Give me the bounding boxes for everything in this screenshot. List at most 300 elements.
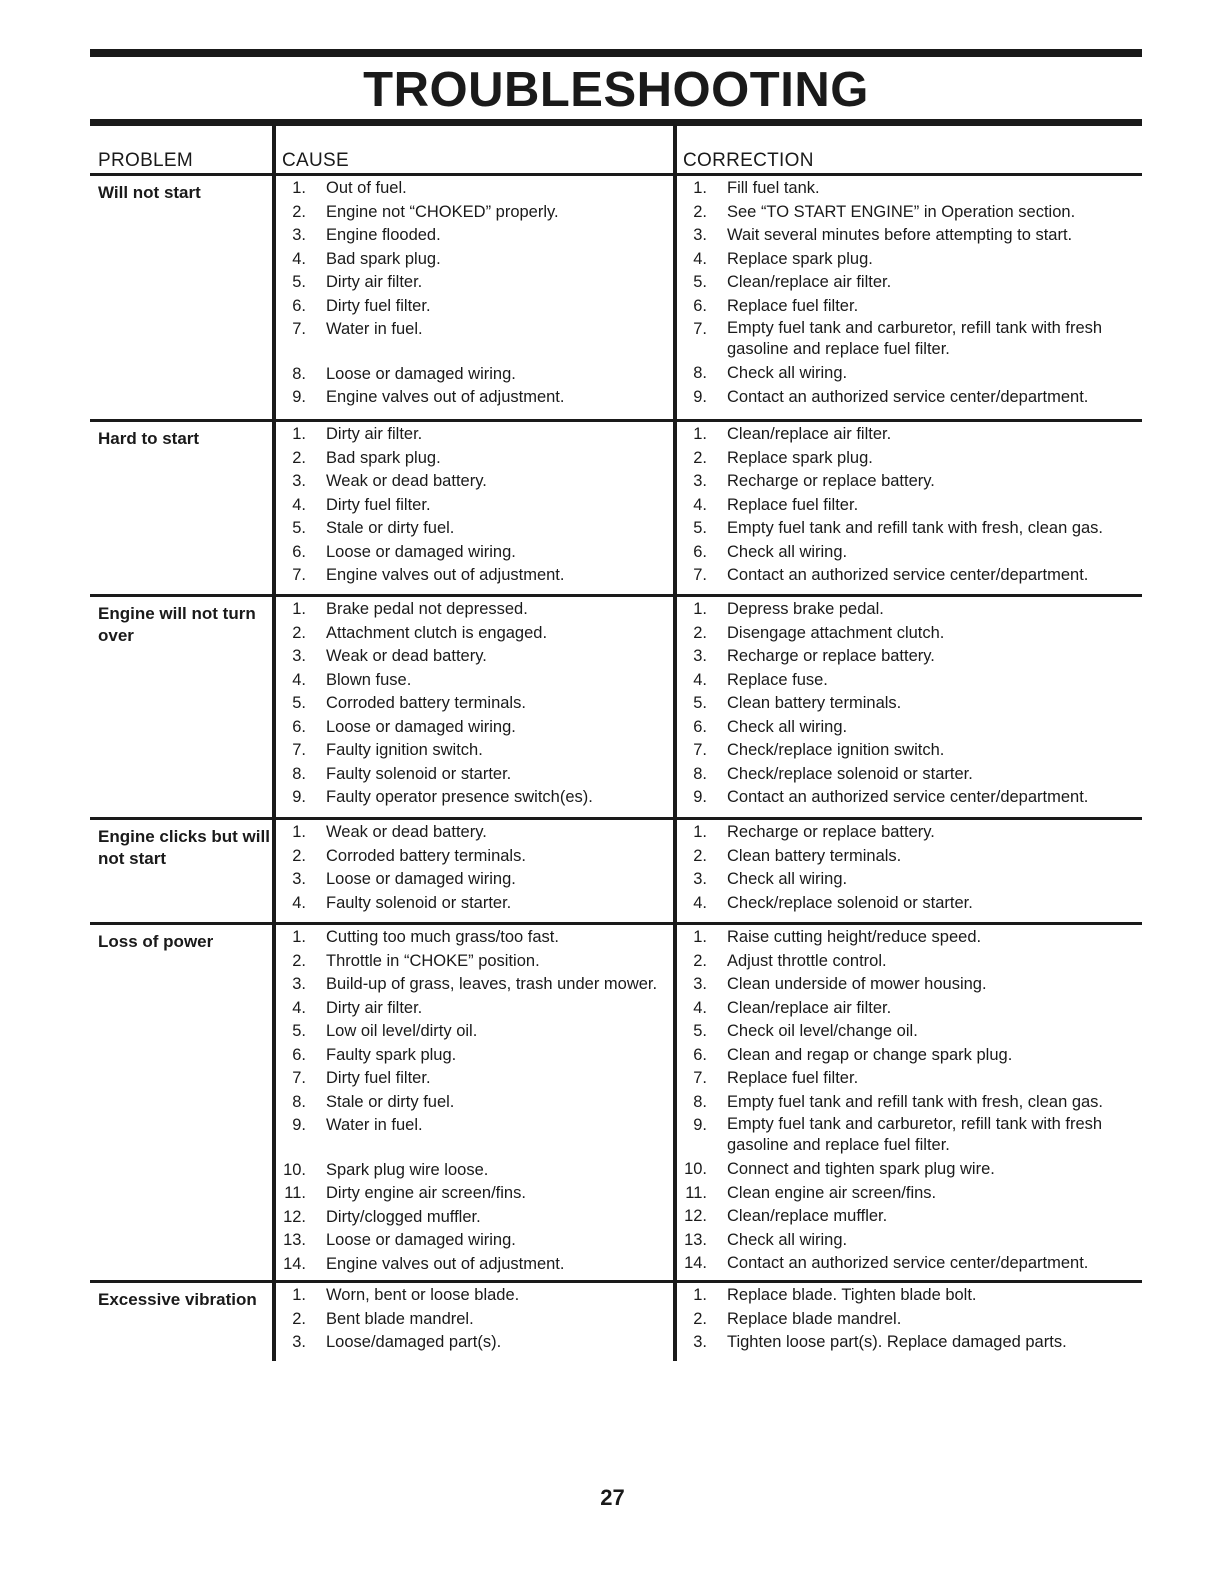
item-text: Dirty fuel filter.	[326, 1069, 431, 1087]
item-text: Corroded battery terminals.	[326, 846, 526, 865]
list-item	[683, 926, 1138, 950]
item-text: Faulty solenoid or starter.	[326, 764, 512, 783]
item-text: Contact an authorized service center/department.	[727, 387, 1089, 406]
item-number: 6.	[693, 1045, 707, 1064]
item-text: Loose or damaged wiring.	[326, 542, 516, 561]
list-item	[282, 868, 672, 892]
item-number: 12.	[283, 1207, 306, 1226]
list-item	[683, 692, 1138, 716]
item-number: 2.	[693, 623, 707, 642]
list-item	[683, 248, 1138, 272]
item-number: 2.	[292, 448, 306, 467]
list-item	[282, 997, 672, 1021]
item-text: Dirty engine air screen/fins.	[326, 1184, 526, 1202]
item-number: 3.	[292, 870, 306, 888]
list-item	[683, 1067, 1138, 1091]
item-text: Contact an authorized service center/department.	[727, 566, 1089, 584]
list-item	[282, 1284, 672, 1308]
list-item	[683, 1205, 1138, 1229]
item-number: 6.	[693, 542, 707, 561]
item-text: Clean underside of mower housing.	[727, 975, 987, 993]
header-cause: CAUSE	[282, 150, 349, 171]
item-text: Check/replace solenoid or starter.	[727, 893, 973, 912]
item-number: 11.	[284, 1184, 306, 1202]
page-number: 27	[600, 1485, 625, 1510]
list-item	[683, 1252, 1138, 1276]
list-item	[282, 295, 672, 319]
item-text: Tighten loose part(s). Replace damaged parts.	[727, 1333, 1067, 1351]
item-number: 12.	[684, 1207, 707, 1225]
column-divider-right	[673, 126, 677, 1361]
list-item	[683, 973, 1138, 997]
item-text: Loose or damaged wiring.	[326, 1231, 516, 1249]
item-text: Check/replace solenoid or starter.	[727, 764, 973, 783]
cause-list	[282, 598, 672, 810]
item-text: Bad spark plug.	[326, 249, 441, 268]
item-number: 7.	[292, 1069, 306, 1087]
item-text: Weak or dead battery.	[326, 472, 487, 490]
list-item	[683, 564, 1138, 588]
correction-list	[683, 598, 1138, 810]
list-item	[683, 1091, 1138, 1115]
item-number: 1.	[693, 600, 707, 618]
item-number: 1.	[292, 823, 306, 841]
list-item	[282, 423, 672, 447]
item-number: 6.	[693, 717, 707, 736]
list-item	[683, 423, 1138, 447]
item-number: 8.	[292, 1092, 306, 1111]
item-number: 3.	[693, 647, 707, 665]
section-rule	[90, 594, 1142, 597]
item-text: Replace spark plug.	[727, 249, 873, 268]
item-text: Replace fuel filter.	[727, 296, 859, 315]
list-item	[683, 598, 1138, 622]
list-item	[282, 386, 672, 410]
item-text: Engine not “CHOKED” properly.	[326, 202, 559, 221]
list-item	[683, 950, 1138, 974]
list-item	[282, 845, 672, 869]
item-number: 2.	[693, 846, 707, 865]
list-item	[683, 1331, 1138, 1355]
header-problem: PROBLEM	[98, 150, 194, 171]
item-text: Empty fuel tank and carburetor, refill tank with fresh gasoline and replace fuel filter.	[727, 319, 1103, 358]
item-text: Clean/replace air filter.	[727, 273, 892, 291]
item-number: 7.	[693, 320, 707, 338]
item-number: 6.	[292, 1045, 306, 1064]
item-text: Replace fuel filter.	[727, 1069, 859, 1087]
item-number: 5.	[292, 1022, 306, 1040]
item-number: 1.	[292, 928, 306, 946]
list-item	[683, 1182, 1138, 1206]
item-number: 13.	[684, 1230, 707, 1249]
list-item	[282, 763, 672, 787]
item-text: Check/replace ignition switch.	[727, 741, 945, 759]
item-text: Dirty fuel filter.	[326, 296, 431, 315]
item-text: Raise cutting height/reduce speed.	[727, 928, 982, 946]
correction-list	[683, 423, 1138, 588]
list-item	[282, 224, 672, 248]
item-text: Recharge or replace battery.	[727, 823, 935, 841]
item-number: 1.	[693, 179, 707, 197]
item-text: Build-up of grass, leaves, trash under mower.	[326, 975, 658, 993]
item-number: 1.	[693, 823, 707, 841]
list-item	[282, 1114, 672, 1159]
item-number: 4.	[292, 249, 306, 268]
list-item	[683, 892, 1138, 916]
item-number: 3.	[292, 1333, 306, 1351]
item-number: 8.	[693, 764, 707, 783]
item-number: 8.	[292, 764, 306, 783]
list-item	[683, 201, 1138, 225]
header-correction: CORRECTION	[683, 150, 814, 171]
item-text: Replace blade mandrel.	[727, 1309, 902, 1328]
list-item	[683, 1284, 1138, 1308]
item-text: Loose or damaged wiring.	[326, 870, 516, 888]
correction-list	[683, 177, 1138, 409]
problem-label: Engine will not turn over	[98, 604, 256, 645]
list-item	[282, 973, 672, 997]
item-text: Clean/replace muffler.	[727, 1207, 888, 1225]
item-text: Adjust throttle control.	[727, 951, 887, 970]
item-text: Out of fuel.	[326, 179, 407, 197]
item-number: 7.	[292, 566, 306, 584]
problem-label: Excessive vibration	[98, 1290, 257, 1309]
item-text: Check all wiring.	[727, 364, 848, 382]
item-number: 1.	[292, 425, 306, 443]
item-number: 9.	[693, 1116, 707, 1134]
item-text: Clean/replace air filter.	[727, 425, 892, 443]
item-number: 5.	[292, 694, 306, 712]
list-item	[282, 1020, 672, 1044]
list-item	[282, 318, 672, 363]
list-item	[683, 224, 1138, 248]
list-item	[683, 1044, 1138, 1068]
list-item	[683, 622, 1138, 646]
item-number: 1.	[693, 1286, 707, 1304]
item-number: 10.	[283, 1160, 306, 1179]
list-item	[282, 1067, 672, 1091]
item-number: 2.	[693, 951, 707, 970]
item-text: Depress brake pedal.	[727, 600, 884, 618]
correction-list	[683, 1284, 1138, 1355]
list-item	[683, 1229, 1138, 1253]
item-number: 11.	[685, 1183, 707, 1202]
item-number: 4.	[292, 998, 306, 1017]
item-text: Cutting too much grass/too fast.	[326, 928, 559, 946]
item-text: Check all wiring.	[727, 717, 848, 736]
item-number: 4.	[693, 495, 707, 514]
item-text: Empty fuel tank and refill tank with fresh, clean gas.	[727, 519, 1104, 537]
item-text: Attachment clutch is engaged.	[326, 623, 548, 642]
item-text: Contact an authorized service center/department.	[727, 1254, 1089, 1272]
item-number: 3.	[693, 1333, 707, 1351]
item-number: 5.	[693, 519, 707, 537]
list-item	[683, 786, 1138, 810]
item-number: 2.	[292, 623, 306, 642]
section-rule	[90, 817, 1142, 820]
list-item	[282, 892, 672, 916]
list-item	[282, 1253, 672, 1277]
list-item	[683, 447, 1138, 471]
item-number: 14.	[684, 1254, 707, 1272]
item-text: Bad spark plug.	[326, 448, 441, 467]
item-number: 4.	[292, 495, 306, 514]
list-item	[683, 295, 1138, 319]
item-text: Dirty air filter.	[326, 425, 423, 443]
item-text: Spark plug wire loose.	[326, 1160, 489, 1179]
item-text: Clean and regap or change spark plug.	[727, 1045, 1013, 1064]
list-item	[683, 1114, 1138, 1158]
item-text: Disengage attachment clutch.	[727, 623, 945, 642]
item-number: 6.	[292, 717, 306, 736]
list-item	[683, 362, 1138, 386]
list-item	[282, 201, 672, 225]
item-number: 6.	[693, 296, 707, 315]
list-item	[683, 845, 1138, 869]
list-item	[282, 517, 672, 541]
list-item	[683, 739, 1138, 763]
item-number: 2.	[292, 846, 306, 865]
item-number: 7.	[693, 1069, 707, 1087]
item-text: Clean/replace air filter.	[727, 998, 892, 1017]
item-number: 14.	[283, 1254, 306, 1273]
section-rule	[90, 1280, 1142, 1283]
item-text: Clean battery terminals.	[727, 694, 902, 712]
list-item	[282, 363, 672, 387]
list-item	[683, 1308, 1138, 1332]
list-item	[282, 1206, 672, 1230]
page-title: TROUBLESHOOTING	[363, 63, 869, 117]
item-text: Dirty air filter.	[326, 998, 423, 1017]
list-item	[282, 1182, 672, 1206]
item-text: Bent blade mandrel.	[326, 1309, 474, 1328]
cause-list	[282, 821, 672, 915]
item-text: Loose/damaged part(s).	[326, 1333, 502, 1351]
top-rule	[90, 49, 1142, 57]
list-item	[683, 645, 1138, 669]
list-item	[683, 1158, 1138, 1182]
list-item	[282, 177, 672, 201]
item-text: Contact an authorized service center/department.	[727, 788, 1089, 806]
item-number: 1.	[292, 1286, 306, 1304]
item-text: Clean engine air screen/fins.	[727, 1183, 937, 1202]
item-text: Stale or dirty fuel.	[326, 1092, 455, 1111]
item-number: 9.	[292, 388, 306, 406]
item-number: 2.	[693, 1309, 707, 1328]
item-number: 9.	[292, 788, 306, 806]
item-number: 7.	[292, 320, 306, 338]
title-bottom-rule	[90, 119, 1142, 126]
section-rule	[90, 922, 1142, 925]
item-text: Engine flooded.	[326, 226, 441, 244]
list-item	[282, 1044, 672, 1068]
item-number: 3.	[693, 472, 707, 490]
item-number: 4.	[292, 670, 306, 689]
list-item	[282, 598, 672, 622]
list-item	[282, 739, 672, 763]
problem-label: Will not start	[98, 183, 201, 202]
list-item	[282, 926, 672, 950]
list-item	[683, 716, 1138, 740]
list-item	[683, 386, 1138, 410]
item-number: 3.	[292, 226, 306, 244]
list-item	[282, 821, 672, 845]
item-text: Corroded battery terminals.	[326, 694, 526, 712]
item-text: Fill fuel tank.	[727, 179, 820, 197]
item-number: 5.	[292, 273, 306, 291]
list-item	[282, 622, 672, 646]
item-text: Connect and tighten spark plug wire.	[727, 1160, 995, 1178]
item-text: Throttle in “CHOKE” position.	[326, 951, 540, 970]
header-rule	[90, 173, 1142, 176]
item-number: 1.	[693, 425, 707, 443]
item-number: 9.	[693, 387, 707, 406]
item-text: Empty fuel tank and carburetor, refill tank with fresh gasoline and replace fuel filter.	[727, 1115, 1103, 1154]
item-text: Weak or dead battery.	[326, 823, 487, 841]
list-item	[282, 541, 672, 565]
problem-label: Loss of power	[98, 932, 214, 951]
list-item	[683, 318, 1138, 362]
item-number: 4.	[292, 893, 306, 912]
list-item	[282, 1091, 672, 1115]
item-number: 4.	[693, 670, 707, 689]
list-item	[282, 692, 672, 716]
item-number: 8.	[292, 364, 306, 383]
list-item	[282, 494, 672, 518]
item-text: Replace fuel filter.	[727, 495, 859, 514]
item-text: See “TO START ENGINE” in Operation section.	[727, 202, 1076, 221]
item-number: 7.	[292, 741, 306, 759]
item-text: Loose or damaged wiring.	[326, 364, 516, 383]
item-number: 2.	[292, 951, 306, 970]
item-text: Check all wiring.	[727, 1230, 848, 1249]
item-text: Blown fuse.	[326, 670, 412, 689]
item-number: 9.	[693, 788, 707, 806]
list-item	[282, 1159, 672, 1183]
list-item	[683, 1020, 1138, 1044]
item-number: 3.	[693, 226, 707, 244]
item-number: 13.	[283, 1231, 306, 1249]
correction-list	[683, 821, 1138, 915]
list-item	[683, 868, 1138, 892]
section-rule	[90, 419, 1142, 422]
item-text: Engine valves out of adjustment.	[326, 1254, 565, 1273]
item-text: Check all wiring.	[727, 870, 848, 888]
item-text: Recharge or replace battery.	[727, 647, 935, 665]
list-item	[282, 1229, 672, 1253]
list-item	[282, 669, 672, 693]
item-number: 5.	[292, 519, 306, 537]
item-number: 2.	[693, 202, 707, 221]
item-text: Replace blade. Tighten blade bolt.	[727, 1286, 977, 1304]
item-number: 3.	[693, 975, 707, 993]
item-number: 10.	[684, 1160, 707, 1178]
item-text: Weak or dead battery.	[326, 647, 487, 665]
item-number: 5.	[693, 694, 707, 712]
list-item	[282, 1308, 672, 1332]
item-text: Dirty/clogged muffler.	[326, 1207, 481, 1226]
list-item	[282, 564, 672, 588]
item-number: 3.	[693, 870, 707, 888]
item-text: Check oil level/change oil.	[727, 1022, 918, 1040]
list-item	[683, 541, 1138, 565]
item-text: Dirty air filter.	[326, 273, 423, 291]
item-text: Stale or dirty fuel.	[326, 519, 455, 537]
list-item	[282, 470, 672, 494]
item-text: Clean battery terminals.	[727, 846, 902, 865]
list-item	[683, 271, 1138, 295]
item-text: Engine valves out of adjustment.	[326, 388, 565, 406]
list-item	[282, 447, 672, 471]
item-number: 9.	[292, 1116, 306, 1134]
item-number: 4.	[693, 893, 707, 912]
list-item	[683, 763, 1138, 787]
item-text: Water in fuel.	[326, 320, 423, 338]
item-text: Wait several minutes before attempting to start.	[727, 226, 1073, 244]
item-text: Faulty operator presence switch(es).	[326, 788, 593, 806]
cause-list	[282, 423, 672, 588]
item-number: 1.	[693, 928, 707, 946]
item-text: Faulty ignition switch.	[326, 741, 483, 759]
item-text: Faulty solenoid or starter.	[326, 893, 512, 912]
item-text: Loose or damaged wiring.	[326, 717, 516, 736]
item-text: Faulty spark plug.	[326, 1045, 457, 1064]
list-item	[683, 494, 1138, 518]
item-number: 2.	[292, 1309, 306, 1328]
item-number: 6.	[292, 296, 306, 315]
item-number: 2.	[292, 202, 306, 221]
list-item	[282, 645, 672, 669]
item-number: 4.	[693, 998, 707, 1017]
cause-list	[282, 177, 672, 410]
list-item	[282, 271, 672, 295]
cause-list	[282, 1284, 672, 1355]
list-item	[683, 821, 1138, 845]
item-number: 3.	[292, 472, 306, 490]
item-text: Recharge or replace battery.	[727, 472, 935, 490]
correction-list	[683, 926, 1138, 1276]
item-text: Replace spark plug.	[727, 448, 873, 467]
item-number: 5.	[693, 273, 707, 291]
item-number: 5.	[693, 1022, 707, 1040]
item-text: Empty fuel tank and refill tank with fresh, clean gas.	[727, 1092, 1104, 1111]
item-text: Dirty fuel filter.	[326, 495, 431, 514]
item-number: 4.	[693, 249, 707, 268]
column-divider-left	[272, 126, 276, 1361]
item-text: Water in fuel.	[326, 1116, 423, 1134]
list-item	[282, 248, 672, 272]
item-number: 1.	[292, 179, 306, 197]
item-number: 7.	[693, 741, 707, 759]
item-number: 8.	[693, 1092, 707, 1111]
list-item	[683, 669, 1138, 693]
item-number: 2.	[693, 448, 707, 467]
list-item	[282, 1331, 672, 1355]
item-text: Replace fuse.	[727, 670, 828, 689]
problem-label: Engine clicks but will not start	[98, 827, 270, 868]
item-number: 1.	[292, 600, 306, 618]
item-text: Low oil level/dirty oil.	[326, 1022, 478, 1040]
list-item	[683, 177, 1138, 201]
item-number: 6.	[292, 542, 306, 561]
list-item	[282, 786, 672, 810]
list-item	[683, 470, 1138, 494]
problem-label: Hard to start	[98, 429, 200, 448]
item-text: Brake pedal not depressed.	[326, 600, 528, 618]
list-item	[282, 716, 672, 740]
item-number: 8.	[693, 364, 707, 382]
cause-list	[282, 926, 672, 1276]
